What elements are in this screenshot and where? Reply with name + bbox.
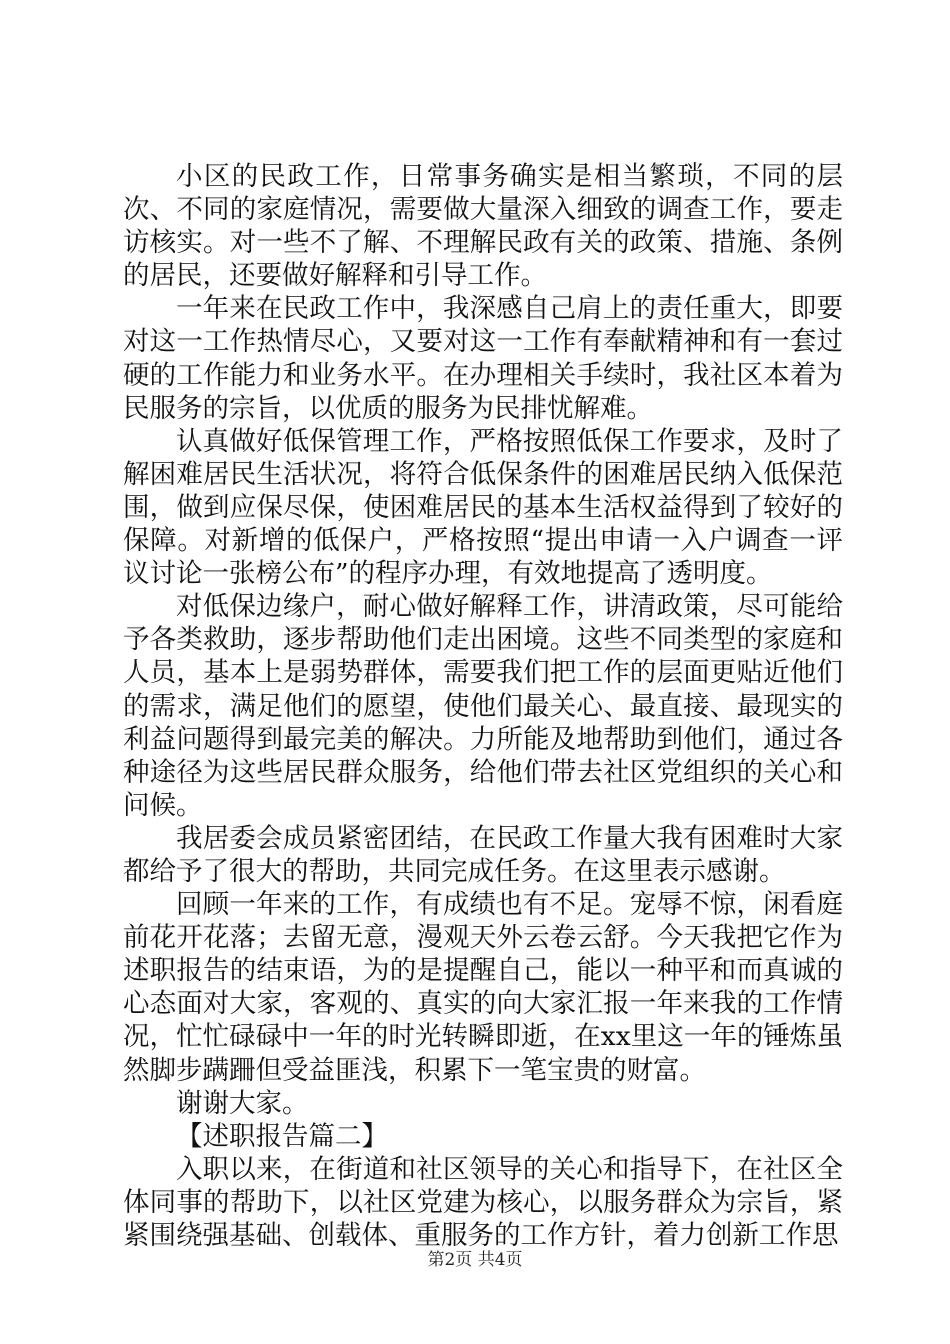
- paragraph-review: 回顾一年来的工作，有成绩也有不足。宠辱不惊，闲看庭前花开花落；去留无意，漫观天外云卷云舒。今天我把它作为述职报告的结束语，为的是提醒自己，能以一种平和而真诚的心态面对大家，客观的、真实的向大家汇报一年来我的工作情况，忙忙碌碌中一年的时光转瞬即逝，在xx里这一年的锤炼虽然脚步蹒跚但受益匪浅，积累下一笔宝贵的财富。: [123, 889, 843, 1086]
- paragraph-civil-affairs: 小区的民政工作，日常事务确实是相当繁琐，不同的层次、不同的家庭情况，需要做大量深入细致的调查工作，要走访核实。对一些不了解、不理解民政有关的政策、措施、条例的居民，还要做好解释和引导工作。: [123, 161, 843, 292]
- document-body: [123, 160, 843, 1252]
- paragraph-responsibility: 一年来在民政工作中，我深感自己肩上的责任重大，即要对这一工作热情尽心，又要对这一工作有奉献精神和有一套过硬的工作能力和业务水平。在办理相关手续时，我社区本着为民服务的宗旨，以优质的服务为民排忧解难。: [123, 293, 843, 424]
- paragraph-thanks-committee: 我居委会成员紧密团结，在民政工作量大我有困难时大家都给予了很大的帮助，共同完成任务。在这里表示感谢。: [123, 822, 843, 887]
- page-number-footer: 第2页 共4页: [427, 1250, 523, 1270]
- paragraph-thank-you: 谢谢大家。: [176, 1087, 309, 1119]
- paragraph-low-income-management: 认真做好低保管理工作，严格按照低保工作要求，及时了解困难居民生活状况，将符合低保条件的困难居民纳入低保范围，做到应保尽保，使困难居民的基本生活权益得到了较好的保障。对新增的低保户，严格按照“提出申请一入户调查一评议讨论一张榜公布”的程序办理，有效地提高了透明度。: [123, 425, 843, 590]
- paragraph-report-two-intro: 入职以来，在街道和社区领导的关心和指导下，在社区全体同事的帮助下，以社区党建为核心，以服务群众为宗旨，紧紧围绕强基础、创载体、重服务的工作方针，着力创新工作思: [123, 1153, 843, 1251]
- paragraph-marginal-households: 对低保边缘户，耐心做好解释工作，讲清政策，尽可能给予各类救助，逐步帮助他们走出困境。这些不同类型的家庭和人员，基本上是弱势群体，需要我们把工作的层面更贴近他们的需求，满足他们的愿望，使他们最关心、最直接、最现实的利益问题得到最完美的解决。力所能及地帮助到他们，通过各种途径为这些居民群众服务，给他们带去社区党组织的关心和问候。: [123, 591, 843, 821]
- section-heading: 【述职报告篇二】: [176, 1120, 388, 1152]
